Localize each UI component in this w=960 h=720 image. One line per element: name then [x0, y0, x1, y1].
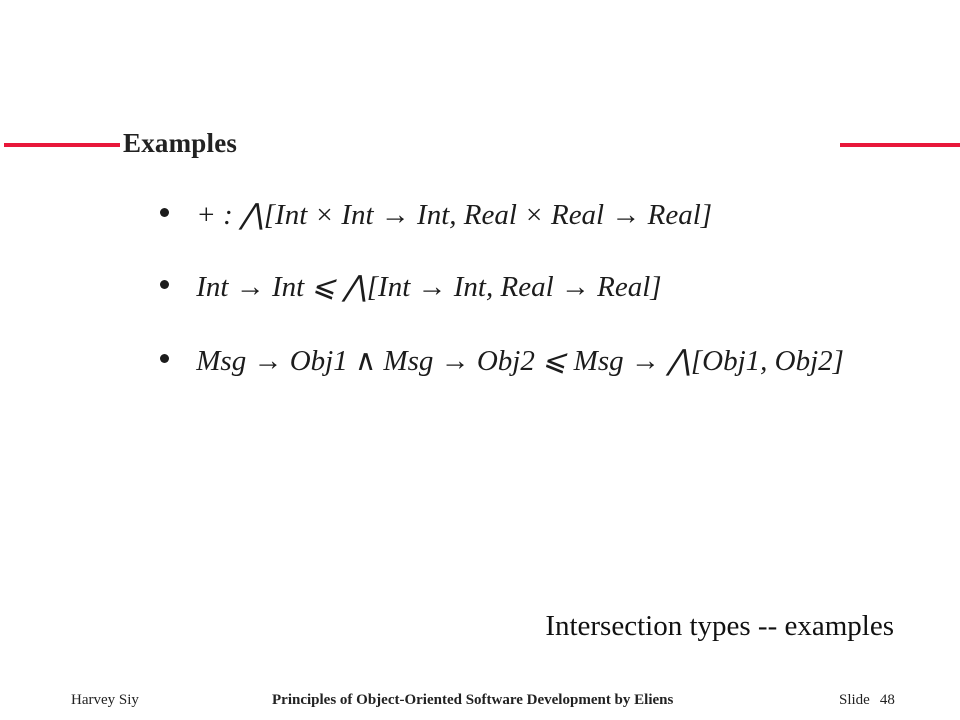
footer-title: Principles of Object-Oriented Software Development by Eliens: [272, 692, 674, 708]
slide-number: 48: [879, 692, 895, 708]
list-item: [160, 268, 662, 304]
bullet-dot-icon: [160, 354, 169, 363]
formula-text: + : ⋀[Int × Int → Int, Real × Real → Real]: [196, 198, 713, 231]
bullet-dot-icon: [160, 208, 169, 217]
right-accent-rule: [840, 143, 960, 147]
formula-text: Int → Int ⩽ ⋀[Int → Int, Real → Real]: [196, 270, 662, 303]
left-accent-rule: [4, 143, 120, 147]
formula-text: Msg → Obj1 ∧ Msg → Obj2 ⩽ Msg → ⋀[Obj1, Obj2]: [196, 344, 844, 377]
footer-author: Harvey Siy: [71, 692, 139, 708]
slide-caption: Intersection types -- examples: [545, 610, 894, 642]
slide-label: Slide: [839, 692, 870, 708]
footer-slide-number: [839, 692, 895, 709]
list-item: [160, 196, 712, 232]
bullet-dot-icon: [160, 280, 169, 289]
slide-heading: Examples: [123, 128, 238, 158]
list-item: [160, 342, 844, 378]
